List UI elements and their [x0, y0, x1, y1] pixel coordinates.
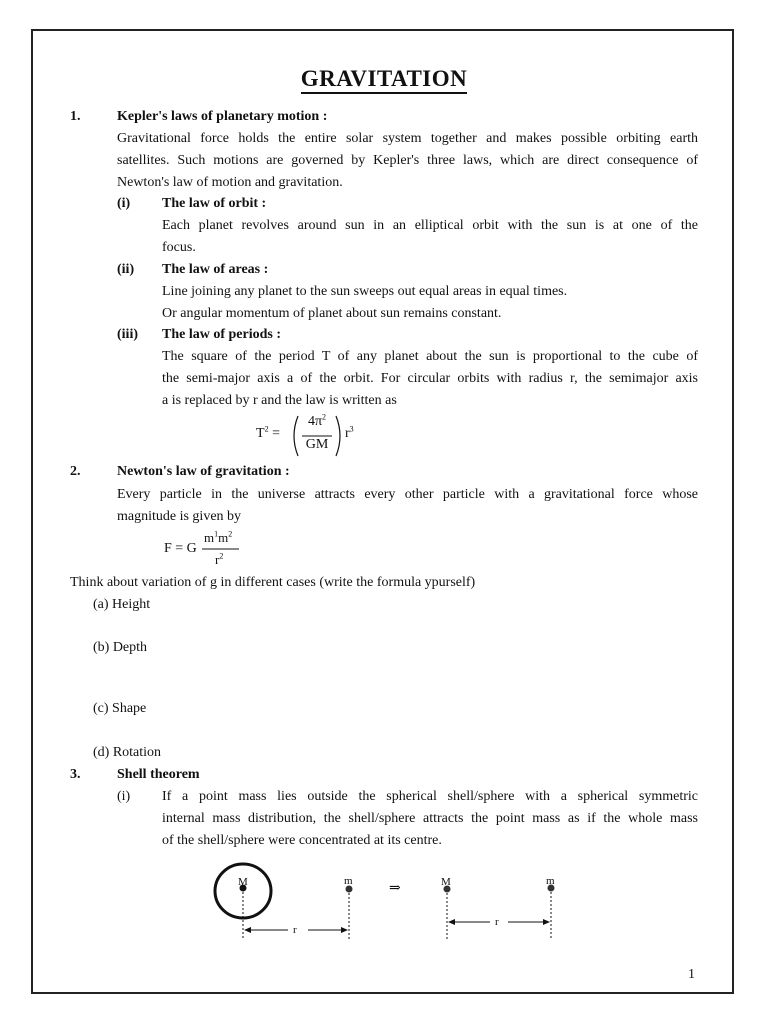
section-3-text-line-3: of the shell/sphere were concentrated at its centre. [162, 833, 442, 848]
section-2-text-line-2: magnitude is given by [117, 509, 242, 524]
newton-formula-lhs: F = G [164, 541, 197, 556]
diagram-label-M: M [238, 876, 248, 888]
diagram-label-r2: r [495, 916, 499, 928]
section-2-number: 2. [70, 464, 81, 479]
formula-T: T [256, 426, 265, 441]
law-3-text-line-3: a is replaced by r and the law is written as [162, 393, 397, 408]
newton-m2: m [218, 530, 229, 545]
diagram-label-r: r [293, 924, 297, 936]
formula-r: r [345, 426, 350, 441]
law-3-heading: The law of periods : [162, 327, 281, 342]
page-title: GRAVITATION [0, 66, 768, 92]
law-3-number: (iii) [117, 327, 138, 342]
law-1-text-line-1: Each planet revolves around sun in an elliptical orbit with the sun is at one of the [162, 218, 698, 233]
section-1-heading: Kepler's laws of planetary motion : [117, 109, 328, 124]
section-2-heading: Newton's law of gravitation : [117, 464, 290, 479]
think-item-height: (a) Height [93, 597, 151, 612]
think-item-shape: (c) Shape [93, 701, 147, 716]
section-1-number: 1. [70, 109, 81, 124]
formula-numerator: 4π [307, 414, 323, 429]
newton-den: r [215, 552, 220, 567]
point-mass-left [346, 886, 353, 941]
newton-m2-exp: 2 [228, 529, 233, 539]
think-intro: Think about variation of g in different cases (write the formula ypurself) [70, 575, 476, 590]
page-number: 1 [688, 967, 695, 982]
think-item-depth: (b) Depth [93, 640, 148, 655]
concentrated-mass [444, 886, 451, 941]
diagram-label-m2: m [546, 875, 555, 887]
newton-m1-exp: 1 [214, 529, 219, 539]
law-1-text-line-2: focus. [162, 240, 196, 255]
section-3-heading: Shell theorem [117, 767, 200, 782]
think-item-rotation: (d) Rotation [93, 745, 162, 760]
law-3-text-line-1: The square of the period T of any planet about the sun is proportional to the cube of [162, 349, 698, 364]
formula-equals: = [272, 426, 280, 441]
section-1-text-line-2: satellites. Such motions are governed by Kepler's three laws, which are direct consequence of [117, 153, 698, 168]
formula-T-exp: 2 [264, 424, 269, 434]
newton-fraction-bar [202, 548, 242, 550]
formula-numerator-exp: 2 [322, 412, 327, 422]
section-3-text-line-1: If a point mass lies outside the spherical shell/sphere with a spherical symmetric [162, 789, 698, 804]
point-mass-right [548, 885, 555, 941]
law-2-text-line-2: Or angular momentum of planet about sun remains constant. [162, 306, 502, 321]
newton-m1: m [204, 530, 215, 545]
section-3-text-line-2: internal mass distribution, the shell/sphere attracts the point mass as if the whole mass [162, 811, 698, 826]
section-1-text-line-1: Gravitational force holds the entire solar system together and makes possible orbiting earth [117, 131, 698, 146]
diagram-label-m: m [344, 875, 353, 887]
law-2-heading: The law of areas : [162, 262, 269, 277]
law-2-number: (ii) [117, 262, 135, 277]
newton-den-exp: 2 [219, 551, 224, 561]
diagram-implies-arrow: ⇒ [389, 881, 401, 896]
law-3-text-line-2: the semi-major axis a of the orbit. For circular orbits with radius r, the semimajor axis [162, 371, 698, 386]
section-3-item-number: (i) [117, 789, 131, 804]
diagram-label-M2: M [441, 876, 451, 888]
section-1-text-line-3: Newton's law of motion and gravitation. [117, 175, 343, 190]
section-2-text-line-1: Every particle in the universe attracts every other particle with a gravitational force whose [117, 487, 698, 502]
distance-arrow-right [448, 919, 550, 925]
formula-r-exp: 3 [349, 424, 354, 434]
law-2-text-line-1: Line joining any planet to the sun sweeps out equal areas in equal times. [162, 284, 568, 299]
law-1-heading: The law of orbit : [162, 196, 267, 211]
section-3-number: 3. [70, 767, 81, 782]
law-1-number: (i) [117, 196, 131, 211]
formula-denominator: GM [305, 437, 329, 452]
